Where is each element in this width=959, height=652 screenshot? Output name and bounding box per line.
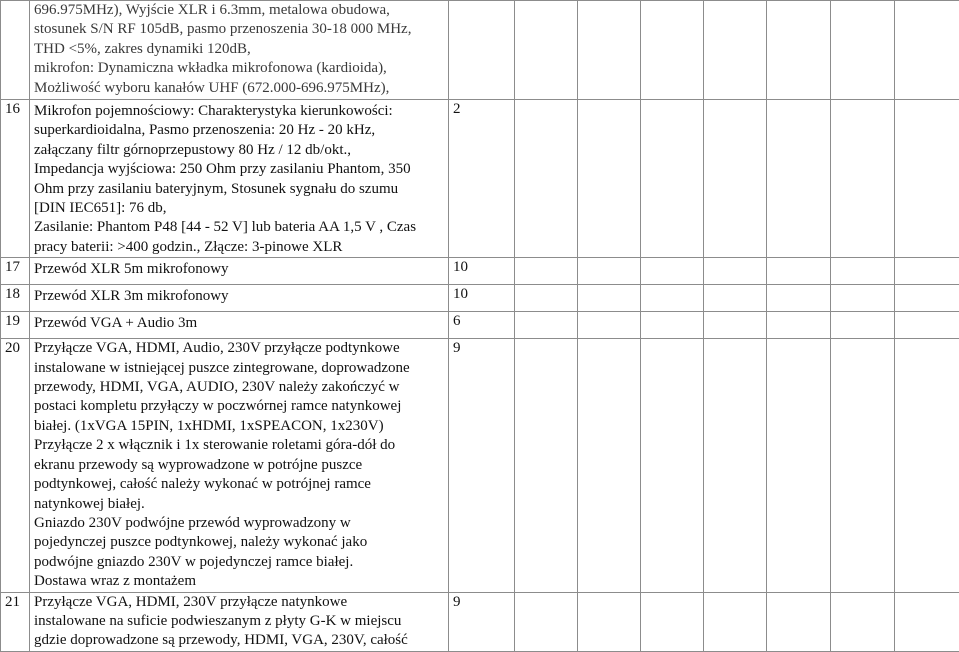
- description-line: superkardioidalna, Pasmo przenoszenia: 20 Hz - 20 kHz,: [34, 121, 448, 140]
- item-description-cell: [30, 339, 449, 592]
- item-description-cell: [30, 592, 449, 651]
- empty-cell: [895, 592, 959, 651]
- empty-cell: [767, 258, 831, 285]
- empty-cell: [578, 258, 641, 285]
- description-line: Możliwość wyboru kanałów UHF (672.000-696.975MHz),: [34, 79, 448, 98]
- empty-cell: [704, 1, 767, 100]
- description-line: natynkowej białej.: [34, 495, 448, 514]
- table-row: [1, 285, 959, 312]
- table-row: [1, 339, 959, 592]
- empty-cell: [641, 312, 704, 339]
- item-number-cell: [1, 100, 30, 258]
- empty-cell: [704, 339, 767, 592]
- item-number: 16: [5, 101, 20, 117]
- item-number-cell: [1, 312, 30, 339]
- description-line: THD <5%, zakres dynamiki 120dB,: [34, 40, 448, 59]
- item-number: 18: [5, 286, 20, 302]
- table-row: [1, 100, 959, 258]
- empty-cell: [704, 285, 767, 312]
- empty-cell: [831, 258, 895, 285]
- empty-cell: [767, 312, 831, 339]
- empty-cell: [641, 592, 704, 651]
- quantity-cell: [449, 312, 515, 339]
- empty-cell: [704, 312, 767, 339]
- empty-cell: [704, 592, 767, 651]
- description-line: Przyłącze VGA, HDMI, Audio, 230V przyłącze podtynkowe: [34, 339, 448, 358]
- empty-cell: [895, 258, 959, 285]
- item-number-cell: [1, 1, 30, 100]
- quantity-value: 6: [453, 313, 461, 329]
- empty-cell: [767, 285, 831, 312]
- description-line: białej. (1xVGA 15PIN, 1xHDMI, 1xSPEACON, 1x230V): [34, 417, 448, 436]
- quantity-cell: [449, 258, 515, 285]
- item-description-cell: [30, 100, 449, 258]
- empty-cell: [831, 339, 895, 592]
- description-line: załączany filtr górnoprzepustowy 80 Hz / 12 db/okt.,: [34, 141, 448, 160]
- empty-cell: [831, 312, 895, 339]
- empty-cell: [515, 312, 578, 339]
- quantity-value: 9: [453, 340, 461, 356]
- quantity-cell: [449, 100, 515, 258]
- item-number-cell: [1, 258, 30, 285]
- empty-cell: [578, 1, 641, 100]
- empty-cell: [515, 285, 578, 312]
- empty-cell: [831, 285, 895, 312]
- quantity-value: 10: [453, 259, 468, 275]
- description-line: postaci kompletu przyłączy w poczwórnej ramce natynkowej: [34, 397, 448, 416]
- empty-cell: [641, 258, 704, 285]
- empty-cell: [578, 100, 641, 258]
- description-line: 696.975MHz), Wyjście XLR i 6.3mm, metalowa obudowa,: [34, 1, 448, 20]
- description-line: pracy baterii: >400 godzin., Złącze: 3-pinowe XLR: [34, 238, 448, 257]
- item-description-cell: [30, 285, 449, 312]
- empty-cell: [515, 1, 578, 100]
- empty-cell: [641, 1, 704, 100]
- item-description-cell: [30, 312, 449, 339]
- table-row: [1, 592, 959, 651]
- item-description-cell: [30, 258, 449, 285]
- empty-cell: [515, 100, 578, 258]
- item-number: 19: [5, 313, 20, 329]
- item-number-cell: [1, 285, 30, 312]
- description-line: Gniazdo 230V podwójne przewód wyprowadzony w: [34, 514, 448, 533]
- empty-cell: [767, 592, 831, 651]
- description-line: Mikrofon pojemnościowy: Charakterystyka kierunkowości:: [34, 102, 448, 121]
- empty-cell: [641, 100, 704, 258]
- empty-cell: [895, 1, 959, 100]
- description-line: Przewód XLR 3m mikrofonowy: [34, 287, 448, 306]
- description-line: gdzie doprowadzone są przewody, HDMI, VGA, 230V, całość: [34, 631, 448, 650]
- description-line: Impedancja wyjściowa: 250 Ohm przy zasilaniu Phantom, 350: [34, 160, 448, 179]
- quantity-cell: [449, 339, 515, 592]
- description-line: stosunek S/N RF 105dB, pasmo przenoszenia 30-18 000 MHz,: [34, 20, 448, 39]
- description-line: mikrofon: Dynamiczna wkładka mikrofonowa (kardioida),: [34, 59, 448, 78]
- description-line: instalowane na suficie podwieszanym z płyty G-K w miejscu: [34, 612, 448, 631]
- description-line: Ohm przy zasilaniu bateryjnym, Stosunek sygnału do szumu: [34, 180, 448, 199]
- quantity-value: 2: [453, 101, 461, 117]
- empty-cell: [767, 100, 831, 258]
- table-row: [1, 258, 959, 285]
- empty-cell: [578, 592, 641, 651]
- description-line: Przewód XLR 5m mikrofonowy: [34, 260, 448, 279]
- table-row: [1, 1, 959, 100]
- description-line: instalowane w istniejącej puszce zintegrowane, doprowadzone: [34, 359, 448, 378]
- description-line: przewody, HDMI, VGA, AUDIO, 230V należy zakończyć w: [34, 378, 448, 397]
- empty-cell: [767, 339, 831, 592]
- empty-cell: [704, 258, 767, 285]
- description-line: Przewód VGA + Audio 3m: [34, 314, 448, 333]
- empty-cell: [641, 339, 704, 592]
- empty-cell: [515, 258, 578, 285]
- item-number-cell: [1, 339, 30, 592]
- empty-cell: [831, 1, 895, 100]
- table-row: [1, 312, 959, 339]
- description-line: podtynkowej, całość należy wykonać w potrójnej ramce: [34, 475, 448, 494]
- description-line: [DIN IEC651]: 76 db,: [34, 199, 448, 218]
- quantity-value: 9: [453, 594, 461, 610]
- empty-cell: [895, 312, 959, 339]
- quantity-value: 10: [453, 286, 468, 302]
- description-line: pojedynczej puszce podtynkowej, należy wykonać jako: [34, 533, 448, 552]
- empty-cell: [895, 339, 959, 592]
- empty-cell: [515, 339, 578, 592]
- item-number: 20: [5, 340, 20, 356]
- description-line: Przyłącze VGA, HDMI, 230V przyłącze natynkowe: [34, 593, 448, 612]
- description-line: Zasilanie: Phantom P48 [44 - 52 V] lub bateria AA 1,5 V , Czas: [34, 218, 448, 237]
- item-number: 17: [5, 259, 20, 275]
- empty-cell: [704, 100, 767, 258]
- description-line: Przyłącze 2 x włącznik i 1x sterowanie roletami góra-dół do: [34, 436, 448, 455]
- description-line: ekranu przewody są wyprowadzone w potrójne puszce: [34, 456, 448, 475]
- empty-cell: [578, 285, 641, 312]
- item-number-cell: [1, 592, 30, 651]
- quantity-cell: [449, 1, 515, 100]
- quantity-cell: [449, 592, 515, 651]
- empty-cell: [895, 100, 959, 258]
- empty-cell: [641, 285, 704, 312]
- description-line: Dostawa wraz z montażem: [34, 572, 448, 591]
- item-number: 21: [5, 594, 20, 610]
- empty-cell: [895, 285, 959, 312]
- empty-cell: [767, 1, 831, 100]
- empty-cell: [831, 100, 895, 258]
- empty-cell: [578, 312, 641, 339]
- quantity-cell: [449, 285, 515, 312]
- empty-cell: [515, 592, 578, 651]
- empty-cell: [831, 592, 895, 651]
- item-description-cell: [30, 1, 449, 100]
- empty-cell: [578, 339, 641, 592]
- description-line: podwójne gniazdo 230V w pojedynczej ramce białej.: [34, 553, 448, 572]
